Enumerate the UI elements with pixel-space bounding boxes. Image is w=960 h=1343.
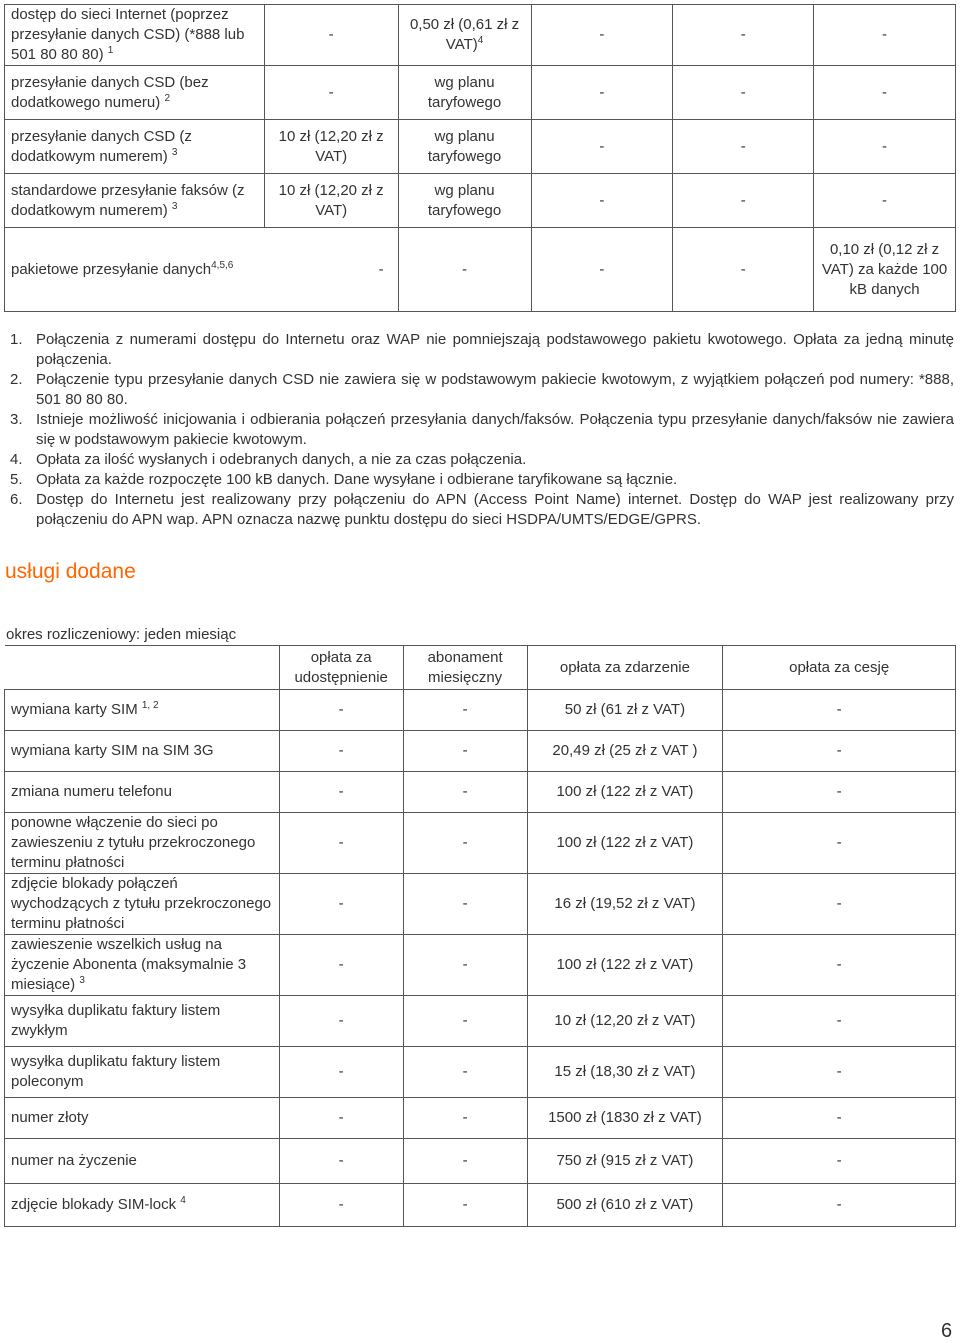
cell-col5: 0,10 zł (0,12 zł z VAT) za każde 100 kB danych (814, 228, 956, 312)
cell-monthly-fee: - (403, 1139, 527, 1184)
service-label: przesyłanie danych CSD (bez dodatkowego numeru) $^2$ (5, 66, 265, 120)
service-label: wymiana karty SIM na SIM 3G (5, 731, 280, 772)
table-row-packet (5, 228, 956, 312)
cell-transfer-fee: - (723, 935, 956, 996)
cell-event-fee: 10 zł (12,20 zł z VAT) (527, 996, 723, 1047)
cell-col5: - (814, 66, 956, 120)
table-row (5, 5, 956, 66)
footnote-number: 5. (10, 471, 23, 488)
cell-transfer-fee: - (723, 1139, 956, 1184)
cell-event-fee: 50 zł (61 zł z VAT) (527, 690, 723, 731)
service-label: zdjęcie blokady połączeń wychodzących z tytułu przekroczonego terminu płatności (5, 874, 280, 935)
footnote (10, 410, 954, 450)
service-label: standardowe przesyłanie faksów (z dodatkowym numerem) $^3$ (5, 174, 265, 228)
cell-monthly-fee: - (403, 935, 527, 996)
cell-transfer-fee: - (723, 813, 956, 874)
cell-transfer-fee: - (723, 874, 956, 935)
service-label: przesyłanie danych CSD (z dodatkowym numerem) $^3$ (5, 120, 265, 174)
table-row (5, 996, 956, 1047)
service-label: wymiana karty SIM $^{1, 2}$ (5, 690, 280, 731)
cell-access-fee: - (279, 772, 403, 813)
cell-transfer-fee: - (723, 731, 956, 772)
footnote (10, 470, 954, 490)
cell-activation: 10 zł (12,20 zł z VAT) (264, 120, 398, 174)
cell-access-fee: - (279, 874, 403, 935)
cell-col2: - (398, 228, 531, 312)
cell-access-fee: - (279, 1139, 403, 1184)
footnote (10, 490, 954, 530)
data-transfer-table (4, 4, 956, 312)
header-transfer-fee: opłata za cesję (723, 646, 956, 690)
cell-col3: - (531, 174, 673, 228)
cell-fee: wg planu taryfowego (398, 66, 531, 120)
table-row (5, 174, 956, 228)
cell-event-fee: 16 zł (19,52 zł z VAT) (527, 874, 723, 935)
table-row (5, 120, 956, 174)
billing-period: okres rozliczeniowy: jeden miesiąc (6, 626, 237, 643)
cell-col4: - (673, 228, 814, 312)
cell-col4: - (673, 120, 814, 174)
footnote-number: 1. (10, 331, 23, 348)
cell-transfer-fee: - (723, 772, 956, 813)
cell-monthly-fee: - (403, 1098, 527, 1139)
cell-transfer-fee: - (723, 1047, 956, 1098)
cell-event-fee: 20,49 zł (25 zł z VAT ) (527, 731, 723, 772)
service-label: zawieszenie wszelkich usług na życzenie Abonenta (maksymalnie 3 miesiące) $^3$ (5, 935, 280, 996)
cell-monthly-fee: - (403, 813, 527, 874)
cell-col4: - (673, 174, 814, 228)
cell-monthly-fee: - (403, 772, 527, 813)
cell-col4: - (673, 5, 814, 66)
footnote-text: Dostęp do Internetu jest realizowany przy połączeniu do APN (Access Point Name) internet. Dostęp do WAP jest realizowany przy połączeniu do APN wap. APN oznacza nazwę punktu dostępu do sieci HSDPA/UMTS/EDGE/GPRS. (36, 491, 954, 528)
section-title: usługi dodane (5, 560, 136, 583)
footnote (10, 450, 954, 470)
cell-access-fee: - (279, 935, 403, 996)
table-row (5, 1139, 956, 1184)
footnote-text: Opłata za ilość wysłanych i odebranych danych, a nie za czas połączenia. (36, 451, 527, 468)
cell-access-fee: - (279, 1184, 403, 1227)
added-services-table (4, 645, 956, 1227)
cell-access-fee: - (279, 690, 403, 731)
table-row (5, 1098, 956, 1139)
table-row (5, 813, 956, 874)
cell-event-fee: 1500 zł (1830 zł z VAT) (527, 1098, 723, 1139)
cell-col3: - (531, 228, 673, 312)
cell-monthly-fee: - (403, 874, 527, 935)
cell-monthly-fee: - (403, 1047, 527, 1098)
services-header-row (5, 646, 956, 690)
cell-access-fee: - (279, 1047, 403, 1098)
cell-fee: wg planu taryfowego (398, 120, 531, 174)
service-label: wysyłka duplikatu faktury listem zwykłym (5, 996, 280, 1047)
cell-activation: - (264, 66, 398, 120)
cell-access-fee: - (279, 731, 403, 772)
cell-event-fee: 750 zł (915 zł z VAT) (527, 1139, 723, 1184)
cell-event-fee: 100 zł (122 zł z VAT) (527, 935, 723, 996)
footnote-text: Opłata za każde rozpoczęte 100 kB danych. Dane wysyłane i odbierane taryfikowane są łącznie. (36, 471, 678, 488)
cell-access-fee: - (279, 813, 403, 874)
footnotes (10, 330, 954, 530)
footnote-text: Istnieje możliwość inicjowania i odbierania połączeń przesyłania danych/faksów. Połączenia typu przesyłanie danych/faksów nie zawiera się w podstawowym pakiecie kwotowym. (36, 411, 954, 448)
cell-activation: - (264, 5, 398, 66)
footnote-text: Połączenia z numerami dostępu do Internetu oraz WAP nie pomniejszają podstawowego pakietu kwotowego. Opłata za jedną minutę połączenia. (36, 331, 954, 368)
cell-event-fee: 100 zł (122 zł z VAT) (527, 772, 723, 813)
cell-fee: 0,50 zł (0,61 zł z VAT)$^4$ (398, 5, 531, 66)
cell-monthly-fee: - (403, 1184, 527, 1227)
page-number: 6 (941, 1320, 953, 1342)
cell-event-fee: 100 zł (122 zł z VAT) (527, 813, 723, 874)
footnote-text: Połączenie typu przesyłanie danych CSD nie zawiera się w podstawowym pakiecie kwotowym, z wyjątkiem połączeń pod numery: *888, 501 80 80 80. (36, 371, 954, 408)
footnote (10, 370, 954, 410)
service-label: zdjęcie blokady SIM-lock $^4$ (5, 1184, 280, 1227)
cell-col3: - (531, 66, 673, 120)
cell-event-fee: 15 zł (18,30 zł z VAT) (527, 1047, 723, 1098)
cell-transfer-fee: - (723, 996, 956, 1047)
cell-transfer-fee: - (723, 690, 956, 731)
cell-transfer-fee: - (723, 1184, 956, 1227)
table-row (5, 66, 956, 120)
table-row (5, 690, 956, 731)
cell-fee: wg planu taryfowego (398, 174, 531, 228)
service-label: numer na życzenie (5, 1139, 280, 1184)
footnote-number: 4. (10, 451, 23, 468)
cell-monthly-fee: - (403, 731, 527, 772)
header-monthly-fee: abonament miesięczny (403, 646, 527, 690)
table-row (5, 1047, 956, 1098)
footnote-number: 6. (10, 491, 23, 508)
cell-monthly-fee: - (403, 996, 527, 1047)
service-label: wysyłka duplikatu faktury listem poleconym (5, 1047, 280, 1098)
footnote (10, 330, 954, 370)
cell-col5: - (814, 5, 956, 66)
service-label: ponowne włączenie do sieci po zawieszeniu z tytułu przekroczonego terminu płatności (5, 813, 280, 874)
footnote-number: 2. (10, 371, 23, 388)
footnote-number: 3. (10, 411, 23, 428)
table-row (5, 874, 956, 935)
cell-col5: - (814, 120, 956, 174)
service-label: numer złoty (5, 1098, 280, 1139)
header-event-fee: opłata za zdarzenie (527, 646, 723, 690)
cell-col5: - (814, 174, 956, 228)
service-label: dostęp do sieci Internet (poprzez przesyłanie danych CSD) (*888 lub 501 80 80 80) $^1$ (5, 5, 265, 66)
cell-access-fee: - (279, 996, 403, 1047)
cell-monthly-fee: - (403, 690, 527, 731)
cell-event-fee: 500 zł (610 zł z VAT) (527, 1184, 723, 1227)
cell-transfer-fee: - (723, 1098, 956, 1139)
header-access-fee: opłata za udostępnienie (279, 646, 403, 690)
table-row (5, 772, 956, 813)
cell-activation: 10 zł (12,20 zł z VAT) (264, 174, 398, 228)
service-label: pakietowe przesyłanie danych$^{4,5,6}$ - (5, 228, 399, 312)
cell-col3: - (531, 5, 673, 66)
table-row (5, 1184, 956, 1227)
table-row (5, 731, 956, 772)
cell-access-fee: - (279, 1098, 403, 1139)
cell-col4: - (673, 66, 814, 120)
cell-col3: - (531, 120, 673, 174)
table-row (5, 935, 956, 996)
service-label: zmiana numeru telefonu (5, 772, 280, 813)
